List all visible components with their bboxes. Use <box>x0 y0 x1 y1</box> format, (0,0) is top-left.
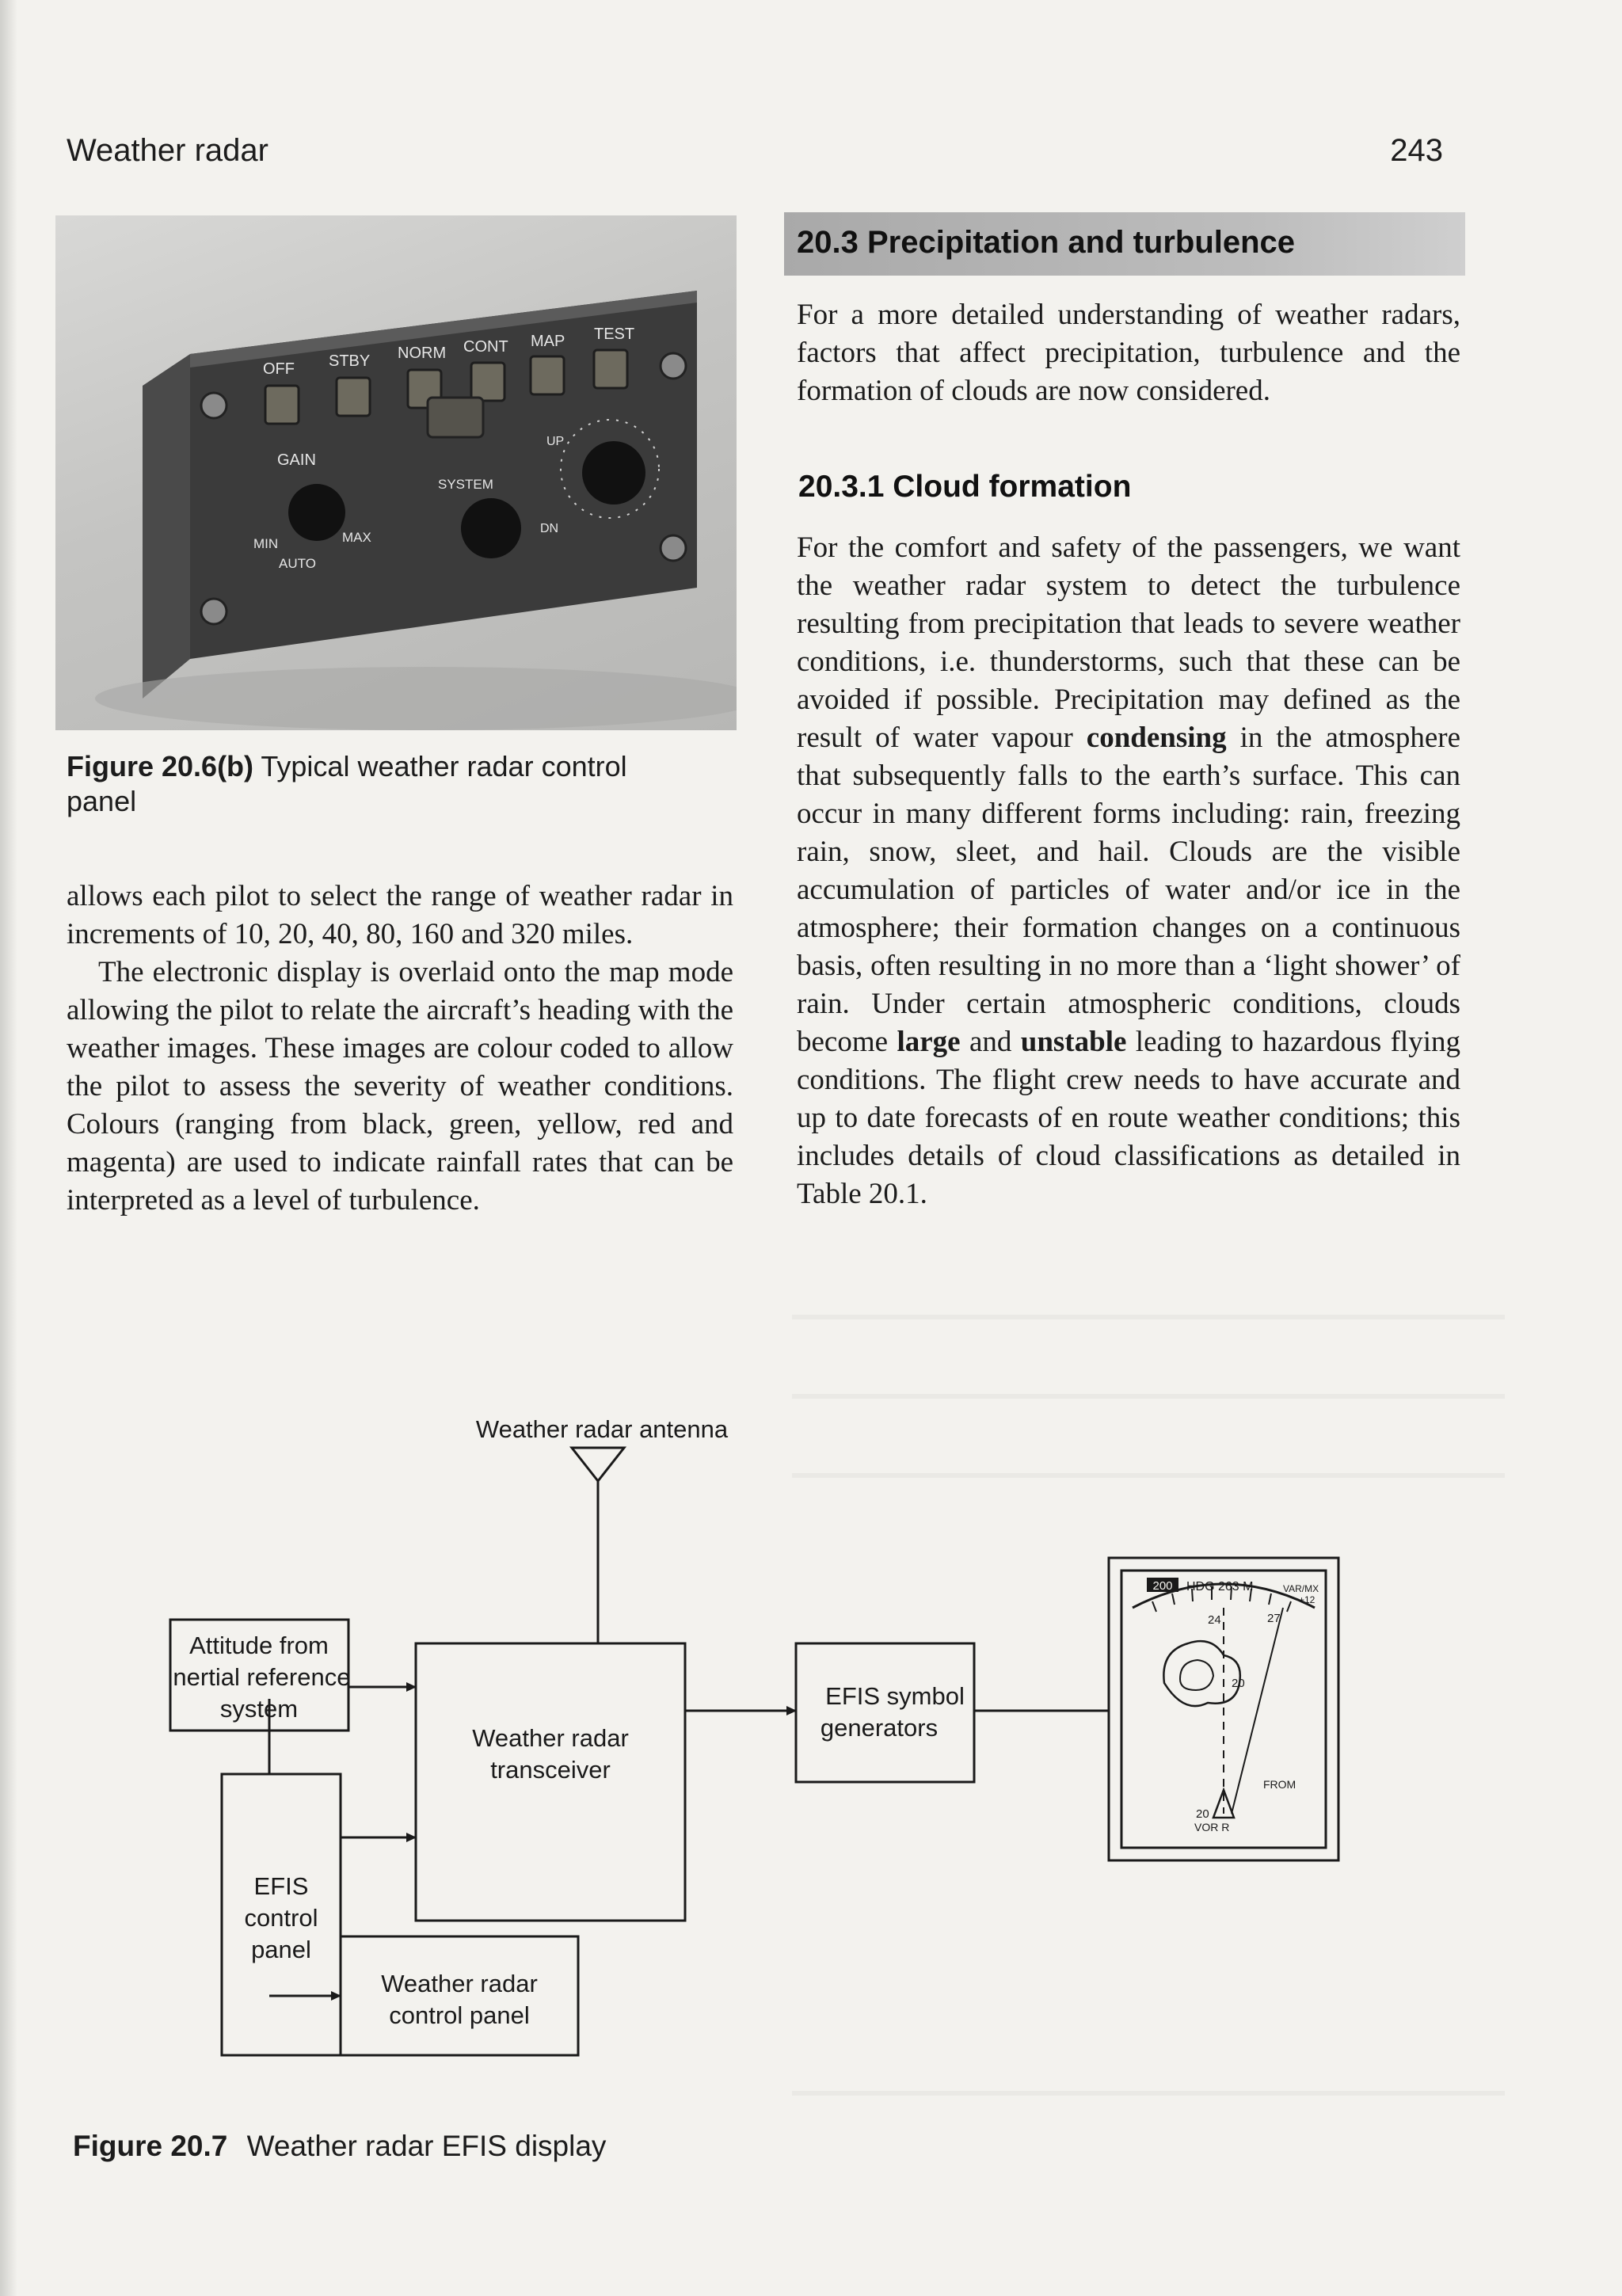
figure-title-line1: Typical weather radar control <box>261 750 627 782</box>
antenna-label: Weather radar antenna <box>475 1415 729 1443</box>
var-value: +12 <box>1299 1594 1315 1605</box>
var-label: VAR/MX <box>1283 1583 1319 1594</box>
efis-generator-label-line1: EFIS symbol <box>825 1682 965 1710</box>
running-header-chapter: Weather radar <box>67 133 268 168</box>
max-label: MAX <box>342 530 371 545</box>
bold-unstable: unstable <box>1020 1026 1127 1058</box>
figure-title: Weather radar EFIS display <box>246 2130 607 2162</box>
dn-label: DN <box>540 522 559 535</box>
button-label-cont: CONT <box>463 338 508 356</box>
button-label-test: TEST <box>594 326 635 343</box>
up-label: UP <box>546 435 565 448</box>
efis-panel-label-line1: EFIS <box>253 1872 309 1900</box>
gain-knob <box>288 484 345 541</box>
wx-panel-label-line2: control panel <box>389 2001 530 2029</box>
efis-block-diagram <box>143 1370 1394 2115</box>
system-knob <box>461 498 521 558</box>
text-run-d: leading to hazardous flying conditions. The flight crew needs to have accurate and up to date forecasts of en route weather conditions; this includes details of cloud classifications as detailed in Table 20.1. <box>797 1026 1460 1210</box>
system-label: SYSTEM <box>438 477 493 492</box>
tick-label-24: 24 <box>1208 1613 1221 1627</box>
attitude-label-line3: system <box>219 1695 299 1723</box>
section-intro <box>797 296 1460 410</box>
control-panel-photo <box>55 215 737 730</box>
figure-number: Figure 20.7 <box>73 2130 228 2162</box>
antenna-icon <box>572 1448 624 1481</box>
weather-cell-core <box>1180 1660 1213 1690</box>
range-readout: 200 <box>1152 1579 1173 1593</box>
bleed-through-line <box>792 1315 1505 1319</box>
page-edge-shadow <box>0 0 17 2296</box>
tick-label-27: 27 <box>1267 1612 1281 1625</box>
page-number: 243 <box>1390 133 1443 168</box>
section-title: 20.3 Precipitation and turbulence <box>797 225 1296 260</box>
transceiver-label-line1: Weather radar <box>472 1724 629 1752</box>
intro-paragraph: For a more detailed understanding of weather radars, factors that affect precipitation, turbulence and the formation of clouds are now considered. <box>797 299 1460 407</box>
attitude-label-line2: inertial reference <box>167 1663 351 1691</box>
wx-panel-label-line1: Weather radar <box>381 1970 538 1997</box>
text-run-c: and <box>960 1026 1021 1058</box>
transceiver-label-line2: transceiver <box>490 1756 611 1784</box>
button-label-norm: NORM <box>398 345 447 362</box>
efis-panel-label-line2: control <box>244 1904 318 1932</box>
paragraph-display: The electronic display is overlaid onto the map mode allowing the pilot to relate the aircraft’s heading with the weather images. These images are colour coded to allow the pilot to assess the severity of weather conditions. Colours (ranging from black, green, yellow, red and magenta) are used to indicate rainfall rates that can be interpreted as a level of turbulence. <box>67 956 733 1217</box>
figure-caption-20-6b <box>67 749 740 819</box>
figure-caption-20-7 <box>73 2129 606 2164</box>
control-panel-illustration <box>55 215 737 730</box>
figure-number: Figure 20.6(b) <box>67 750 254 782</box>
tilt-knob <box>582 441 645 505</box>
bold-condensing: condensing <box>1086 722 1227 754</box>
bold-large: large <box>897 1026 961 1058</box>
left-column-text <box>67 878 733 1220</box>
gain-label: GAIN <box>277 451 316 469</box>
auto-label: AUTO <box>279 556 316 571</box>
text-run-b: in the atmosphere that subsequently falls to the earth’s surface. This can occur in many different forms including: rain, freezing rain, snow, sleet, and hail. Clouds are the visible accumulation of particles of water and/or ice in the atmosphere; their formation changes on a continuous basis, often resulting in no more than a ‘light shower’ of rain. Under certain atmospheric conditions, clouds become <box>797 722 1461 1058</box>
from-indicator: FROM <box>1263 1778 1296 1791</box>
figure-title-line2: panel <box>67 785 137 817</box>
paragraph-range: allows each pilot to select the range of weather radar in increments of 10, 20, 40, 80, 160 and 320 miles. <box>67 880 733 950</box>
button-label-map: MAP <box>531 333 565 350</box>
vor-value: 20 <box>1196 1807 1209 1821</box>
weather-cell-outline <box>1163 1641 1239 1706</box>
button-label-stby: STBY <box>329 352 371 370</box>
attitude-label-line1: Attitude from <box>189 1632 329 1659</box>
cloud-formation-paragraph <box>797 529 1460 1213</box>
efis-panel-label-line3: panel <box>251 1936 311 1963</box>
cloud-formation-text <box>797 529 1460 1213</box>
text-run-a: For the comfort and safety of the passengers, we want the weather radar system to detect the turbulence resulting from precipitation that leads to severe weather conditions, i.e. thunderstorms, such that these can be avoided if possible. Precipitation may defined as the result of water vapour <box>797 531 1460 754</box>
vor-label: VOR R <box>1194 1821 1230 1833</box>
min-label: MIN <box>253 536 279 551</box>
efis-generator-box <box>796 1643 974 1782</box>
subsection-title: 20.3.1 Cloud formation <box>798 470 1132 504</box>
efis-generator-label-line2: generators <box>820 1714 939 1742</box>
button-label-off: OFF <box>263 360 295 378</box>
heading-readout: HDG 263 M <box>1186 1580 1254 1593</box>
tick-label-20: 20 <box>1232 1677 1245 1690</box>
